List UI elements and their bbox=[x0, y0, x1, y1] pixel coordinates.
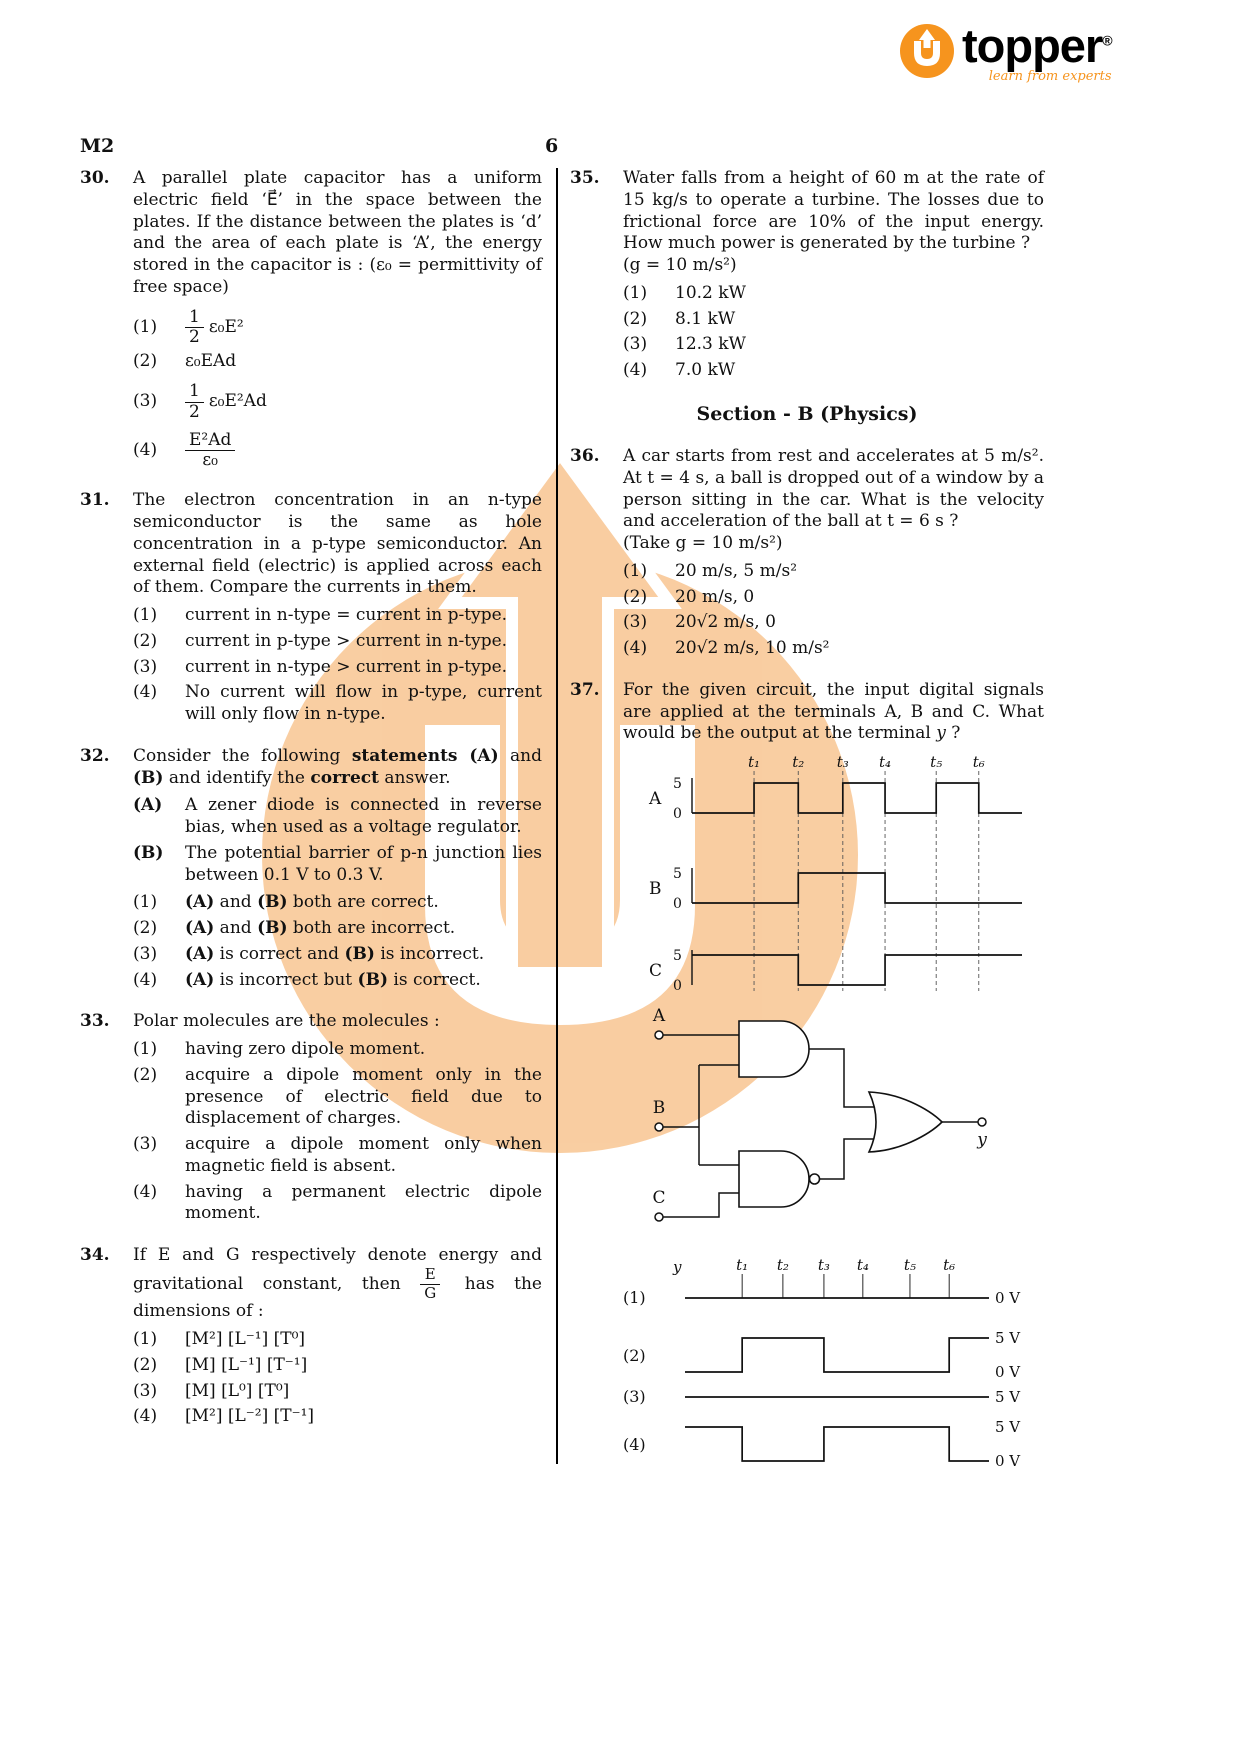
tick-label: t₁ bbox=[736, 1258, 749, 1275]
option bbox=[133, 1039, 542, 1061]
question-33 bbox=[80, 1011, 542, 1225]
question-37 bbox=[570, 680, 1044, 1480]
voltage-level-label: 5 V bbox=[995, 1418, 1021, 1437]
statement-label: (B) bbox=[133, 842, 164, 863]
voltage-level-label: 0 V bbox=[995, 1289, 1021, 1308]
terminal-c bbox=[655, 1213, 663, 1221]
option bbox=[133, 1329, 542, 1351]
tick-label: t₆ bbox=[943, 1258, 956, 1275]
option-text: current in n-type = current in p-type. bbox=[185, 605, 508, 626]
option-label: (4) bbox=[133, 682, 158, 703]
question-note: (Take g = 10 m/s²) bbox=[623, 533, 783, 554]
and-gate bbox=[739, 1021, 809, 1077]
option-label: (3) bbox=[133, 943, 158, 964]
option-text: (A) and (B) both are correct. bbox=[185, 892, 439, 913]
terminal-a-label: A bbox=[652, 1007, 666, 1027]
option-text: ε₀E²Ad bbox=[208, 391, 267, 412]
options bbox=[623, 283, 1044, 382]
answer-option-label: (1) bbox=[623, 1288, 646, 1308]
question-number: 33. bbox=[80, 1011, 110, 1032]
option bbox=[133, 1406, 542, 1428]
statement-text: The potential barrier of p-n junction lies between 0.1 V to 0.3 V. bbox=[185, 842, 542, 885]
option-text: ε₀EAd bbox=[185, 351, 237, 372]
option-label: (3) bbox=[623, 612, 648, 633]
page-number: 6 bbox=[545, 135, 559, 157]
question-number: 32. bbox=[80, 745, 110, 766]
statement bbox=[133, 795, 542, 839]
level-high-label: 5 bbox=[673, 866, 682, 883]
signal-waveform bbox=[692, 783, 1022, 813]
section-header: Section - B (Physics) bbox=[696, 402, 918, 425]
option bbox=[623, 612, 1044, 634]
answer-option-label: (4) bbox=[623, 1435, 646, 1455]
question-number: 36. bbox=[570, 446, 600, 467]
question-number: 35. bbox=[570, 168, 600, 188]
terminal-b-label: B bbox=[652, 1098, 666, 1119]
options bbox=[133, 605, 542, 726]
option-label: (4) bbox=[133, 1181, 158, 1202]
question-number: 37. bbox=[570, 679, 600, 700]
option-text: 7.0 kW bbox=[675, 360, 736, 380]
option-text: having a permanent electric dipole moment. bbox=[185, 1181, 542, 1224]
question-31 bbox=[80, 490, 542, 726]
option bbox=[623, 561, 1044, 583]
options bbox=[623, 561, 1044, 660]
option-label: (2) bbox=[133, 630, 158, 651]
option-text: ε₀E² bbox=[208, 316, 244, 337]
question-32 bbox=[80, 746, 542, 992]
option-label: (3) bbox=[133, 1134, 158, 1155]
question-text: A car starts from rest and accelerates at 5 m/s². At t = 4 s, a ball is dropped out of a window by a person sitting in the car. What is the velocity and acceleration of the ball at t = 6 s ? bbox=[623, 446, 1044, 532]
option-label: (3) bbox=[133, 656, 158, 677]
option bbox=[133, 631, 542, 653]
statement bbox=[133, 843, 542, 887]
option-text: No current will flow in p-type, current will only flow in n-type. bbox=[185, 682, 542, 725]
option-text: (A) is incorrect but (B) is correct. bbox=[185, 969, 481, 990]
option-text: having zero dipole moment. bbox=[185, 1039, 426, 1060]
option-text: 8.1 kW bbox=[675, 308, 736, 329]
question-34 bbox=[80, 1245, 542, 1428]
signal-name: B bbox=[649, 879, 662, 900]
fraction: $\frac{E}{G}$ bbox=[420, 1267, 440, 1302]
question-note: (g = 10 m/s²) bbox=[623, 255, 737, 275]
fraction: $\frac{1}{2}$ bbox=[185, 383, 204, 422]
option bbox=[133, 657, 542, 679]
option bbox=[623, 283, 1044, 305]
signal-name: C bbox=[649, 961, 663, 982]
level-high-label: 5 bbox=[673, 776, 682, 793]
option bbox=[623, 360, 1044, 382]
tick-label: t₃ bbox=[817, 1258, 830, 1275]
option-text: (A) and (B) both are incorrect. bbox=[185, 918, 456, 939]
option bbox=[133, 1355, 542, 1377]
question-number: 30. bbox=[80, 168, 110, 188]
level-low-label: 0 bbox=[673, 978, 682, 995]
question-text: Polar molecules are the molecules : bbox=[133, 1011, 440, 1032]
option bbox=[133, 351, 542, 373]
option bbox=[623, 334, 1044, 356]
option-text: [M] [L⁰] [T⁰] bbox=[185, 1380, 290, 1401]
question-text: Water falls from a height of 60 m at the rate of 15 kg/s to operate a turbine. The losses due to frictional force are 10% of the input energy. How much power is generated by the turbine ? bbox=[623, 168, 1044, 254]
option-text: 20 m/s, 0 bbox=[675, 586, 755, 607]
option-label: (2) bbox=[133, 351, 158, 372]
left-column bbox=[80, 168, 542, 1448]
terminal-y-label: y bbox=[977, 1130, 987, 1151]
question-30 bbox=[80, 168, 542, 470]
option-label: (2) bbox=[133, 918, 158, 939]
question-number: 34. bbox=[80, 1245, 110, 1266]
logic-circuit-diagram bbox=[629, 1007, 1049, 1252]
option bbox=[133, 1134, 542, 1178]
tick-label: t₁ bbox=[748, 753, 761, 772]
question-text: Consider the following statements (A) and (B) and identify the correct answer. bbox=[133, 745, 543, 788]
option bbox=[133, 306, 542, 348]
option-text: 20√2 m/s, 10 m/s² bbox=[675, 638, 830, 659]
voltage-level-label: 5 V bbox=[995, 1388, 1021, 1407]
option bbox=[133, 429, 542, 471]
column-divider bbox=[556, 168, 558, 1464]
option-text: [M] [L⁻¹] [T⁻¹] bbox=[185, 1354, 308, 1375]
option-label: (1) bbox=[133, 1039, 158, 1060]
option bbox=[133, 1065, 542, 1130]
statements bbox=[133, 795, 542, 886]
option-label: (4) bbox=[133, 969, 158, 990]
option bbox=[133, 682, 542, 726]
signal-waveform bbox=[692, 873, 1022, 903]
option bbox=[133, 892, 542, 914]
tick-label: t₃ bbox=[836, 753, 849, 772]
tick-label: t₂ bbox=[776, 1258, 789, 1275]
voltage-level-label: 5 V bbox=[995, 1329, 1021, 1348]
output-variable-label: y bbox=[673, 1258, 682, 1277]
wire-b bbox=[663, 1065, 739, 1165]
option-label: (3) bbox=[133, 391, 158, 412]
option bbox=[623, 638, 1044, 660]
option-label: (1) bbox=[133, 605, 158, 626]
variable-y: y bbox=[936, 723, 946, 744]
or-gate bbox=[869, 1092, 942, 1152]
level-high-label: 5 bbox=[673, 948, 682, 965]
options bbox=[133, 1039, 542, 1225]
paper-code: M2 bbox=[80, 135, 115, 157]
option bbox=[133, 970, 542, 992]
terminal-a bbox=[655, 1031, 663, 1039]
fraction: $\frac{1}{2}$ bbox=[185, 309, 204, 348]
tick-label: t₅ bbox=[930, 753, 943, 772]
signal-name: A bbox=[649, 789, 662, 810]
nand-gate bbox=[739, 1151, 809, 1207]
option-text: [M²] [L⁻²] [T⁻¹] bbox=[185, 1406, 315, 1427]
option-text: [M²] [L⁻¹] [T⁰] bbox=[185, 1329, 306, 1350]
wire-gate1-out bbox=[809, 1049, 879, 1107]
option-label: (2) bbox=[133, 1064, 158, 1085]
level-low-label: 0 bbox=[673, 806, 682, 823]
options bbox=[133, 892, 542, 991]
option-label: (1) bbox=[623, 560, 648, 581]
option bbox=[133, 1182, 542, 1226]
input-timing-diagram bbox=[637, 753, 1037, 1003]
option bbox=[623, 309, 1044, 331]
answer-option-label: (3) bbox=[623, 1387, 646, 1407]
question-text: The electron concentration in an n-type semiconductor is the same as hole concentration in a p-type semiconductor. An external field (electric) is applied across each of them. Compare the currents in them. bbox=[133, 490, 542, 598]
option-text: current in p-type > current in n-type. bbox=[185, 630, 508, 651]
option-text: 10.2 kW bbox=[675, 282, 747, 303]
nand-bubble bbox=[810, 1174, 820, 1184]
option bbox=[133, 944, 542, 966]
option bbox=[133, 918, 542, 940]
answer-option-label: (2) bbox=[623, 1346, 646, 1366]
question-text: A parallel plate capacitor has a uniform electric field ‘E⃗’ in the space between the plates. If the distance between the plates is ‘d’ and the area of each plate is ‘A’, the energy stored in the capacitor is : (ε₀ = permittivity of free space) bbox=[133, 168, 542, 297]
tick-label: t₂ bbox=[792, 753, 805, 772]
terminal-b bbox=[655, 1123, 663, 1131]
right-column bbox=[570, 168, 1044, 1500]
option bbox=[133, 1381, 542, 1403]
option-label: (2) bbox=[623, 308, 648, 329]
option-label: (4) bbox=[133, 1406, 158, 1427]
voltage-level-label: 0 V bbox=[995, 1452, 1021, 1471]
wire-c bbox=[663, 1193, 739, 1217]
registered-mark: ® bbox=[1102, 32, 1112, 49]
option-label: (2) bbox=[623, 586, 648, 607]
tick-label: t₄ bbox=[879, 753, 892, 772]
option-label: (4) bbox=[623, 360, 648, 380]
voltage-level-label: 0 V bbox=[995, 1363, 1021, 1382]
statement-label: (A) bbox=[133, 795, 163, 816]
option-label: (3) bbox=[133, 1380, 158, 1401]
answer-waveforms bbox=[623, 1258, 1043, 1480]
tick-label: t₄ bbox=[856, 1258, 869, 1275]
options bbox=[133, 1329, 542, 1428]
option bbox=[133, 605, 542, 627]
option-text: acquire a dipole moment only in the presence of electric field due to displacement of charges. bbox=[185, 1064, 542, 1129]
option-text: acquire a dipole moment only when magnetic field is absent. bbox=[185, 1134, 542, 1176]
option-label: (4) bbox=[133, 440, 158, 461]
option bbox=[623, 587, 1044, 609]
option bbox=[133, 380, 542, 422]
options bbox=[133, 306, 542, 471]
answer-waveform bbox=[685, 1427, 989, 1461]
option-label: (1) bbox=[133, 316, 158, 337]
option-label: (1) bbox=[623, 282, 648, 303]
terminal-y bbox=[978, 1118, 986, 1126]
fraction: $\frac{\text{E²Ad}}{\text{ε₀}}$ bbox=[185, 432, 235, 471]
question-text: For the given circuit, the input digital signals are applied at the terminals A, B and C. What would be the output at the terminal y ? bbox=[623, 679, 1044, 744]
option-text: current in n-type > current in p-type. bbox=[185, 656, 508, 677]
brand-logo bbox=[898, 19, 1112, 86]
wire-gate2-out bbox=[820, 1139, 880, 1179]
brand-name: topper® bbox=[962, 19, 1112, 72]
option-label: (3) bbox=[623, 334, 648, 355]
option-text: 20√2 m/s, 0 bbox=[675, 612, 776, 633]
question-number: 31. bbox=[80, 490, 110, 511]
question-35 bbox=[570, 168, 1044, 382]
signal-waveform bbox=[692, 955, 1022, 985]
statement-text: A zener diode is connected in reverse bias, when used as a voltage regulator. bbox=[185, 795, 542, 838]
question-text: If E and G respectively denote energy and gravitational constant, then $\frac{E}{G}$ has the dimensions of : bbox=[133, 1245, 542, 1322]
tick-label: t₆ bbox=[972, 753, 985, 772]
tick-label: t₅ bbox=[903, 1258, 916, 1275]
answer-waveform bbox=[685, 1338, 989, 1372]
option-text: 12.3 kW bbox=[675, 334, 747, 355]
option-label: (2) bbox=[133, 1354, 158, 1375]
question-36 bbox=[570, 446, 1044, 660]
level-low-label: 0 bbox=[673, 896, 682, 913]
option-text: 20 m/s, 5 m/s² bbox=[675, 560, 798, 581]
terminal-c-label: C bbox=[652, 1188, 666, 1209]
option-text: (A) is correct and (B) is incorrect. bbox=[185, 943, 485, 964]
option-label: (1) bbox=[133, 1329, 158, 1350]
option-label: (1) bbox=[133, 892, 158, 913]
topper-logo-icon bbox=[898, 22, 956, 80]
brand-tagline: learn from experts bbox=[988, 69, 1112, 84]
option-label: (4) bbox=[623, 638, 648, 659]
